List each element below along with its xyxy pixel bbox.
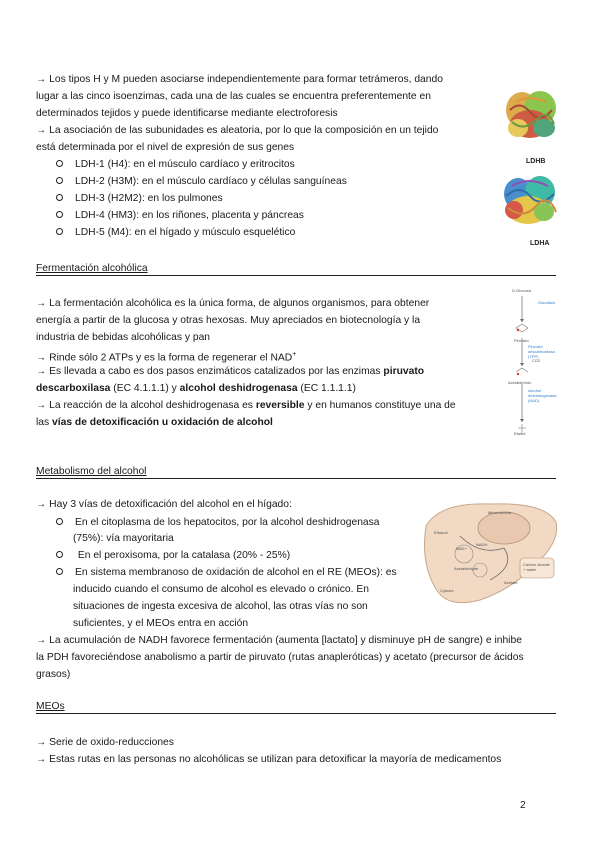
page-number: 2 <box>520 800 526 811</box>
bullet-icon <box>56 551 63 558</box>
bullet-icon <box>56 568 63 575</box>
text-line: las vías de detoxificación u oxidación de alcohol <box>36 417 273 428</box>
bullet-icon <box>56 518 63 525</box>
bullet-icon <box>56 177 63 184</box>
text-line: está determinada por el nivel de expresión de sus genes <box>36 142 295 153</box>
text-line: suficientes, y el MEOs entra en acción <box>73 618 249 629</box>
text-line: (75%): vía mayoritaria <box>73 533 174 544</box>
diagram-label: Mitochondria <box>488 510 511 515</box>
diagram-label: NADH <box>476 542 488 547</box>
text-line: → La acumulación de NADH favorece fermentación (aumenta [lactato] y disminuye pH de sangre) e inhibe <box>36 635 522 646</box>
list-item: LDH-4 (HM3): en los riñones, placenta y páncreas <box>56 207 304 224</box>
diagram-label: Ethanol <box>434 530 448 535</box>
text-line: → Es llevada a cabo es dos pasos enzimáticos catalizados por las enzimas piruvato <box>36 366 425 377</box>
diagram-label: Acetaldehyde <box>454 566 479 571</box>
text-line: energía a partir de la glucosa y otras hexosas. Muy apreciados en biotecnología y la <box>36 315 421 326</box>
text-line: → Rinde sólo 2 ATPs y es la forma de regenerar el NAD+ <box>36 351 297 364</box>
fermentation-pathway-diagram <box>508 288 558 440</box>
text-line: la PDH favoreciéndose anabolismo a partir de piruvato (rutas anapleróticas) y acetato (precursor de ácidos <box>36 652 524 663</box>
text-line: → Los tipos H y M pueden asociarse independientemente para formar tetrámeros, dando <box>36 74 443 85</box>
diagram-label: D-Glucosa <box>512 288 531 293</box>
diagram-label: Acetate <box>504 580 518 585</box>
text-line: → Estas rutas en las personas no alcohólicas se utilizan para detoxificar la mayoría de medicamentos <box>36 754 502 765</box>
list-item: En el peroxisoma, por la catalasa (20% - 25%) <box>56 547 290 564</box>
list-item: LDH-5 (M4): en el hígado y músculo esquelético <box>56 224 295 241</box>
ldhb-protein-image <box>500 80 562 160</box>
text-line: grasos) <box>36 669 71 680</box>
list-item: LDH-3 (H2M2): en los pulmones <box>56 190 223 207</box>
diagram-label: NAD+ <box>456 546 467 551</box>
diagram-label: Piruvato descarboxilasa (TPP) <box>528 344 555 359</box>
diagram-label: Etanol <box>514 431 526 436</box>
image-caption: LDHB <box>526 158 546 165</box>
diagram-label: Glucólisis <box>538 300 556 305</box>
list-item: LDH-2 (H3M): en el músculo cardíaco y células sanguíneas <box>56 173 347 190</box>
text-line: → Hay 3 vías de detoxificación del alcohol en el hígado: <box>36 499 292 510</box>
section-heading: MEOs <box>36 700 556 714</box>
text-line: → La reacción de la alcohol deshidrogenasa es reversible y en humanos constituye una de <box>36 400 456 411</box>
list-item: En sistema membranoso de oxidación de alcohol en el RE (MEOs): es <box>56 564 397 581</box>
text-line: → Serie de oxido-reducciones <box>36 737 174 748</box>
text-line: → La asociación de las subunidades es aleatoria, por lo que la composición en un tejido <box>36 125 439 136</box>
image-caption: LDHA <box>530 240 550 247</box>
section-heading: Metabolismo del alcohol <box>36 465 556 479</box>
text-line: → La fermentación alcohólica es la única forma, de algunos organismos, para obtener <box>36 298 430 309</box>
diagram-label: Carbon dioxide + water <box>523 562 550 572</box>
text-line: lugar a las cinco isoenzimas, cada una de las cuales se encuentra preferentemente en <box>36 91 431 102</box>
diagram-label: Piruvato <box>514 338 529 343</box>
text-line: determinados tejidos y puede identificarse mediante electroforesis <box>36 108 338 119</box>
diagram-label: CO2 <box>532 358 541 363</box>
text-line: industria de bebidas alcohólicas y pan <box>36 332 211 343</box>
pathway-arrows <box>508 294 558 440</box>
text-line: situaciones de ingesta excesiva de alcohol, las otras vías no son <box>73 601 368 612</box>
bullet-icon <box>56 211 63 218</box>
bullet-icon <box>56 228 63 235</box>
ldha-protein-image <box>498 166 562 240</box>
liver-diagram <box>420 496 560 608</box>
list-item: LDH-1 (H4): en el músculo cardíaco y eritrocitos <box>56 156 295 173</box>
bullet-icon <box>56 194 63 201</box>
bullet-icon <box>56 160 63 167</box>
list-item: En el citoplasma de los hepatocitos, por la alcohol deshidrogenasa <box>56 514 380 531</box>
diagram-label: Acetaldehído <box>508 380 532 385</box>
text-line: descarboxilasa (EC 4.1.1.1) y alcohol deshidrogenasa (EC 1.1.1.1) <box>36 383 356 394</box>
diagram-label: Alcohol deshidrogenasa (NAD) <box>528 388 557 403</box>
text-line: inducido cuando el consumo de alcohol es elevado o crónico. En <box>73 584 369 595</box>
diagram-label: Cytosol <box>440 588 454 593</box>
section-heading: Fermentación alcohólica <box>36 262 556 276</box>
